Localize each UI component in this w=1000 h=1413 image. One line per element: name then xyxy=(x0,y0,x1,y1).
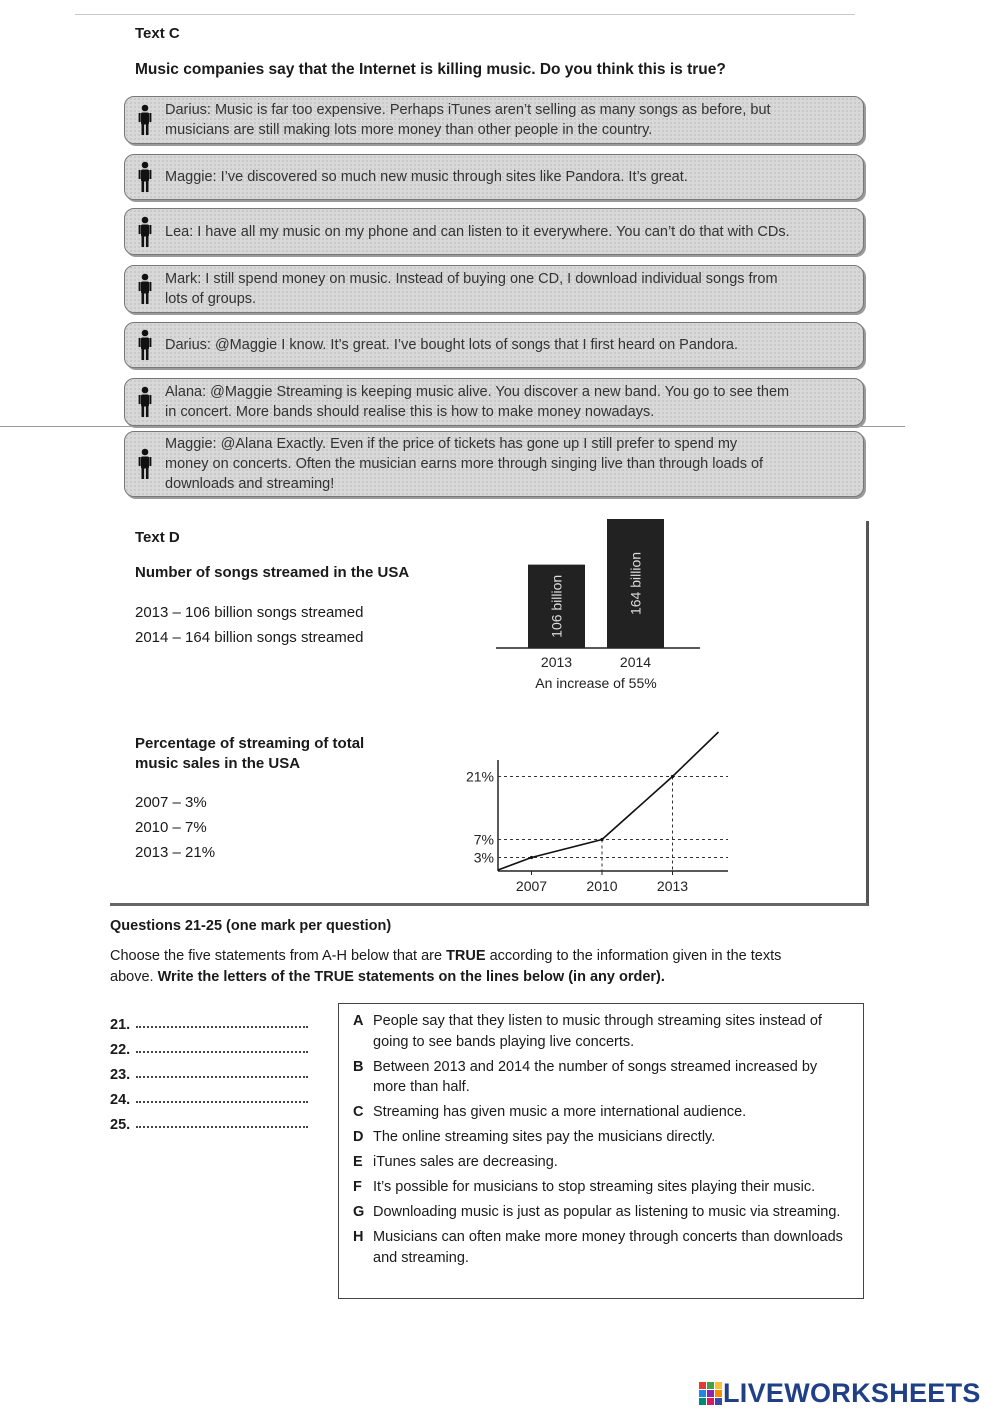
comment-line: Darius: Music is far too expensive. Perhaps iTunes aren’t selling as many songs as before, but xyxy=(165,102,771,118)
pct-line-2013: 2013 – 21% xyxy=(135,844,216,861)
instr-part-c: above. xyxy=(110,969,158,985)
instr-true: TRUE xyxy=(446,948,486,964)
comment-text xyxy=(165,222,804,242)
person-icon xyxy=(125,273,165,305)
comment-bubble xyxy=(124,208,864,255)
statement-text: Streaming has given music a more international audience. xyxy=(373,1104,747,1120)
comment-line: musicians are still making lots more money than other people in the country. xyxy=(165,122,653,138)
percentage-title-line-1: Percentage of streaming of total xyxy=(135,735,365,752)
panel-bottom-border xyxy=(110,903,868,906)
comment-line: Maggie: @Alana Exactly. Even if the price of tickets has gone up I still prefer to spend my xyxy=(165,436,738,452)
questions-instructions xyxy=(110,946,870,988)
statement-letter: D xyxy=(353,1129,364,1145)
data-point-2007 xyxy=(530,856,533,859)
person-icon xyxy=(125,448,165,480)
instr-bold: Write the letters of the TRUE statements on the lines below (in any order). xyxy=(157,969,665,985)
statement-f xyxy=(353,1177,853,1198)
person-icon xyxy=(125,329,165,361)
statement-letter: E xyxy=(353,1154,363,1170)
answer-row xyxy=(110,1008,308,1033)
comment-bubble xyxy=(124,265,864,313)
data-point-2010 xyxy=(600,838,603,841)
statement-letter: G xyxy=(353,1204,365,1220)
pct-line-2010: 2010 – 7% xyxy=(135,819,207,836)
brand-icon xyxy=(699,1382,723,1406)
statement-text: Musicians can often make more money through concerts than downloads and streaming. xyxy=(373,1229,843,1266)
person-icon xyxy=(125,216,165,248)
questions-title: Questions 21-25 (one mark per question) xyxy=(110,918,392,934)
answer-blank[interactable] xyxy=(136,1125,308,1128)
statement-text: The online streaming sites pay the musicians directly. xyxy=(373,1129,716,1145)
text-d-heading: Text D xyxy=(135,529,180,546)
statements-box xyxy=(338,1003,864,1299)
songs-bar-chart xyxy=(480,510,720,700)
comment-line: Maggie: I’ve discovered so much new music through sites like Pandora. It’s great. xyxy=(165,169,688,185)
answer-row xyxy=(110,1058,308,1083)
statement-letter: B xyxy=(353,1058,364,1075)
statement-letter: F xyxy=(353,1179,362,1195)
person-icon xyxy=(125,386,165,418)
comment-bubble xyxy=(124,378,864,426)
answer-blank[interactable] xyxy=(136,1100,308,1103)
bar-caption: An increase of 55% xyxy=(535,675,657,691)
comment-bubble xyxy=(124,154,864,200)
panel-right-border xyxy=(866,521,869,906)
person-icon xyxy=(125,161,165,193)
comment-line: Darius: @Maggie I know. It’s great. I’ve bought lots of songs that I first heard on Pandora. xyxy=(165,337,739,353)
data-point-2013 xyxy=(671,775,674,778)
answer-blank[interactable] xyxy=(136,1075,308,1078)
person-icon xyxy=(125,104,165,136)
comment-text xyxy=(165,100,785,140)
comment-line: in concert. More bands should realise this is how to make money nowadays. xyxy=(165,404,655,420)
pct-line-2007: 2007 – 3% xyxy=(135,794,207,811)
comment-line: Alana: @Maggie Streaming is keeping music alive. You discover a new band. You go to see them xyxy=(165,384,790,400)
songs-line-2014: 2014 – 164 billion songs streamed xyxy=(135,629,364,646)
statement-letter: H xyxy=(353,1229,364,1245)
comment-line: lots of groups. xyxy=(165,291,257,307)
text-c-question: Music companies say that the Internet is killing music. Do you think this is true? xyxy=(135,61,726,78)
statement-a xyxy=(353,1011,853,1052)
answer-row xyxy=(110,1033,308,1058)
comment-line: money on concerts. Often the musician earns more through singing live than through loads of xyxy=(165,456,764,472)
statement-text: Downloading music is just as popular as listening to music via streaming. xyxy=(373,1204,841,1220)
statement-letter: C xyxy=(353,1104,364,1120)
songs-streamed-list xyxy=(135,600,364,650)
comment-text xyxy=(165,269,792,309)
statement-text: Between 2013 and 2014 the number of songs streamed increased by more than half. xyxy=(373,1058,818,1095)
x-tick-label: 2010 xyxy=(586,878,618,894)
instr-part-b: according to the information given in the texts xyxy=(485,948,782,964)
text-c-heading: Text C xyxy=(135,25,180,42)
liveworksheets-logo xyxy=(699,1378,981,1409)
statement-d xyxy=(353,1127,853,1148)
answer-row xyxy=(110,1108,308,1133)
comment-line: Mark: I still spend money on music. Instead of buying one CD, I download individual songs from xyxy=(165,271,778,287)
y-tick-label: 3% xyxy=(473,849,494,866)
comment-bubble xyxy=(124,431,864,497)
statement-text: It’s possible for musicians to stop streaming sites playing their music. xyxy=(373,1179,816,1195)
instr-part-a: Choose the five statements from A-H below that are xyxy=(110,948,447,964)
answer-number: 24. xyxy=(110,1092,131,1108)
statement-text: iTunes sales are decreasing. xyxy=(373,1154,558,1170)
bar-value-label: 164 billion xyxy=(627,551,644,616)
answer-lines xyxy=(110,1008,308,1133)
answer-number: 25. xyxy=(110,1117,131,1133)
answer-number: 21. xyxy=(110,1017,131,1033)
scan-line xyxy=(0,426,905,427)
answer-number: 23. xyxy=(110,1067,131,1083)
songs-streamed-title: Number of songs streamed in the USA xyxy=(135,564,410,581)
comment-text xyxy=(165,335,752,355)
statement-c xyxy=(353,1102,853,1123)
bar-category-label: 2014 xyxy=(619,654,652,670)
songs-line-2013: 2013 – 106 billion songs streamed xyxy=(135,604,364,621)
comment-bubble xyxy=(124,322,864,368)
comment-text xyxy=(165,382,803,422)
answer-blank[interactable] xyxy=(136,1025,308,1028)
brand-name: LIVEWORKSHEETS xyxy=(723,1378,981,1408)
statement-text: People say that they listen to music through streaming sites instead of going to see bands playing live concerts. xyxy=(373,1013,822,1050)
comment-line: Lea: I have all my music on my phone and can listen to it everywhere. You can’t do that with CDs. xyxy=(165,223,790,240)
percentage-list xyxy=(135,790,215,865)
percentage-title xyxy=(135,734,364,774)
streaming-series-line xyxy=(498,732,719,870)
answer-blank[interactable] xyxy=(136,1050,308,1053)
statement-g xyxy=(353,1202,853,1223)
answer-number: 22. xyxy=(110,1042,131,1058)
top-rule xyxy=(75,14,855,15)
answer-row xyxy=(110,1083,308,1108)
statement-letter: A xyxy=(353,1013,364,1029)
comment-text xyxy=(165,434,777,494)
statement-b xyxy=(353,1057,853,1098)
bar-value-label: 106 billion xyxy=(548,574,565,638)
x-tick-label: 2007 xyxy=(515,878,548,894)
comment-bubble xyxy=(124,96,864,144)
comment-text xyxy=(165,167,702,187)
x-tick-label: 2013 xyxy=(656,878,689,894)
streaming-line-chart xyxy=(440,725,740,900)
statement-h xyxy=(353,1227,853,1268)
bar-category-label: 2013 xyxy=(540,654,573,670)
comment-line: downloads and streaming! xyxy=(165,476,335,492)
statement-e xyxy=(353,1152,853,1173)
y-tick-label: 7% xyxy=(473,831,494,848)
percentage-title-line-2: music sales in the USA xyxy=(135,755,301,772)
y-tick-label: 21% xyxy=(465,768,494,785)
